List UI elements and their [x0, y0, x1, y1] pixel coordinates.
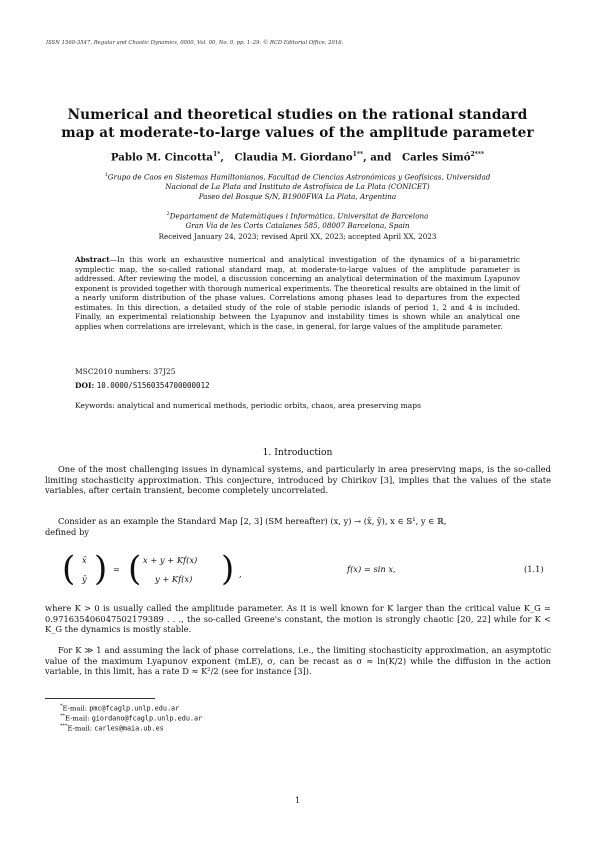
doi-value: 10.0000/S1560354700000012 [96, 381, 210, 390]
author-mark: 2*** [470, 151, 485, 158]
footnote [60, 703, 179, 712]
left-paren: ( [128, 549, 142, 589]
footnote-email: giordano@fcaglp.unlp.edu.ar [91, 714, 203, 723]
affiliation-mark: 2 [166, 211, 170, 217]
abstract-text: —In this work an exhaustive numerical and analytical investigation of the dynamics of a bi-parametric symplectic map, the so-called rational standard map, at moderate-to-large values of the amplitude parameter is addressed. After reviewing the model, a discussion concerning an analytical determination of the maximum Lyapunov exponent is provided together with thorough numerical experiments. The theoretical results are obtained in the limit of a nearly uniform distribution of the phase values. Correlations among phases lead to departures from the expected estimates. In this direction, a detailed study of the role of stable periodic islands of period 1, 2 and 4 is included. Finally, an experimental relationship between the Lyapunov and instability times is shown while an analytical one applies when correlations are irrelevant, which is the case, in general, for large values of the amplitude parameter. [75, 255, 520, 331]
author-name: Claudia M. Giordano [234, 151, 353, 164]
author-list [40, 151, 555, 163]
paragraph-4: For K ≫ 1 and assuming the lack of phase correlations, i.e., the limiting stochasticity approximation, an asymptotic value of the maximum Lyapunov exponent (mLE), σ, can be recast as σ ≈ ln(K/2) while the diffusion in the action variable, in this limit, has a rate D ≈ K²/2 (see for instance [3]). [45, 645, 551, 676]
keywords: Keywords: analytical and numerical methods, periodic orbits, chaos, area preserving maps [75, 401, 421, 410]
author-separator: , and [363, 151, 392, 164]
footnote-email: pmc@fcaglp.unlp.edu.ar [89, 704, 180, 713]
title-line-2: map at moderate-to-large values of the amplitude parameter [61, 125, 534, 141]
affiliation-2 [40, 209, 555, 231]
page-number: 1 [294, 796, 301, 805]
eq-comma: , [239, 569, 242, 579]
author-name: Pablo M. Cincotta [110, 151, 213, 164]
eq-rhs-bot: y + Kf(x) [155, 574, 193, 584]
doi-label: DOI: [75, 381, 95, 390]
doi-line [75, 381, 210, 390]
footnote-label: E-mail: [62, 704, 88, 713]
right-paren: ) [94, 549, 108, 589]
paragraph-3: where K > 0 is usually called the amplitude parameter. As it is well known for K larger than the critical value K_G = 0.971635406047502179389 . . ., the so-called Greene's constant, the motion is strongly chaotic [20, 22] while for K < K_G the dynamics is mostly stable. [45, 603, 551, 634]
author-separator: , [220, 151, 224, 164]
equation-1-1 [62, 547, 552, 597]
abstract [75, 255, 520, 331]
affiliation-line: Paseo del Bosque S/N, B1900FWA La Plata, Argentina [198, 192, 397, 202]
footnote-mark: * [60, 703, 63, 709]
eq-equals: = [113, 564, 120, 574]
affiliation-line: Gran Via de les Corts Catalanes 585, 08007 Barcelona, Spain [185, 221, 410, 231]
abstract-label: Abstract [75, 255, 110, 264]
footnote-mark: *** [60, 723, 68, 729]
footnote-rule [45, 698, 155, 699]
eq-lhs-bot: ȳ [82, 574, 87, 584]
msc-numbers: MSC2010 numbers: 37J25 [75, 367, 176, 376]
footnote-email: carles@maia.ub.es [94, 724, 164, 733]
author-name: Carles Simó [401, 151, 471, 164]
footnote-mark: ** [60, 713, 65, 719]
eq-rhs-top: x + y + Kf(x) [143, 555, 198, 565]
author-mark: 1** [352, 151, 364, 158]
eq-function: f(x) = sin x, [347, 564, 396, 574]
paragraph-2: Consider as an example the Standard Map [2, 3] (SM hereafter) (x, y) → (x̄, ȳ), x ∈ 𝕊¹, y ∈ ℝ, [58, 516, 447, 526]
affiliation-1 [40, 170, 555, 202]
equation-number: (1.1) [524, 564, 544, 574]
footnote-label: E-mail: [65, 714, 90, 723]
affiliation-line: Grupo de Caos en Sistemas Hamiltonianos, Facultad de Ciencias Astronómicas y Geofísicas, Universidad [107, 172, 491, 182]
author-mark: 1* [213, 151, 221, 158]
journal-header: ISSN 1560-3547, Regular and Chaotic Dynamics, 0000, Vol. 00, No. 0, pp. 1–29. © RCD Editorial Office, 2016. [46, 40, 344, 46]
affiliation-mark: 1 [104, 172, 108, 178]
footnote-label: E-mail: [67, 724, 93, 733]
right-paren: ) [221, 549, 235, 589]
paper-title [40, 106, 555, 142]
title-line-1: Numerical and theoretical studies on the rational standard [67, 107, 528, 123]
eq-lhs-top: x̄ [82, 555, 87, 565]
affiliation-line: Departament de Matemàtiques i Informàtica, Universitat de Barcelona [169, 211, 429, 221]
footnote [60, 713, 202, 722]
received-dates: Received January 24, 2023; revised April XX, 2023; accepted April XX, 2023 [158, 232, 437, 241]
footnote [60, 723, 164, 732]
affiliation-line: Nacional de La Plata and Instituto de Astrofísica de La Plata (CONICET) [165, 182, 430, 192]
section-heading: 1. Introduction [262, 447, 333, 458]
paragraph-1: One of the most challenging issues in dynamical systems, and particularly in area preserving maps, is the so-called limiting stochasticity approximation. This conjecture, introduced by Chirikov [3], implies that the values of the state variables, after certain transient, become completely uncorrelated. [45, 464, 551, 495]
left-paren: ( [62, 549, 76, 589]
paragraph-2-cont: defined by [45, 527, 89, 537]
